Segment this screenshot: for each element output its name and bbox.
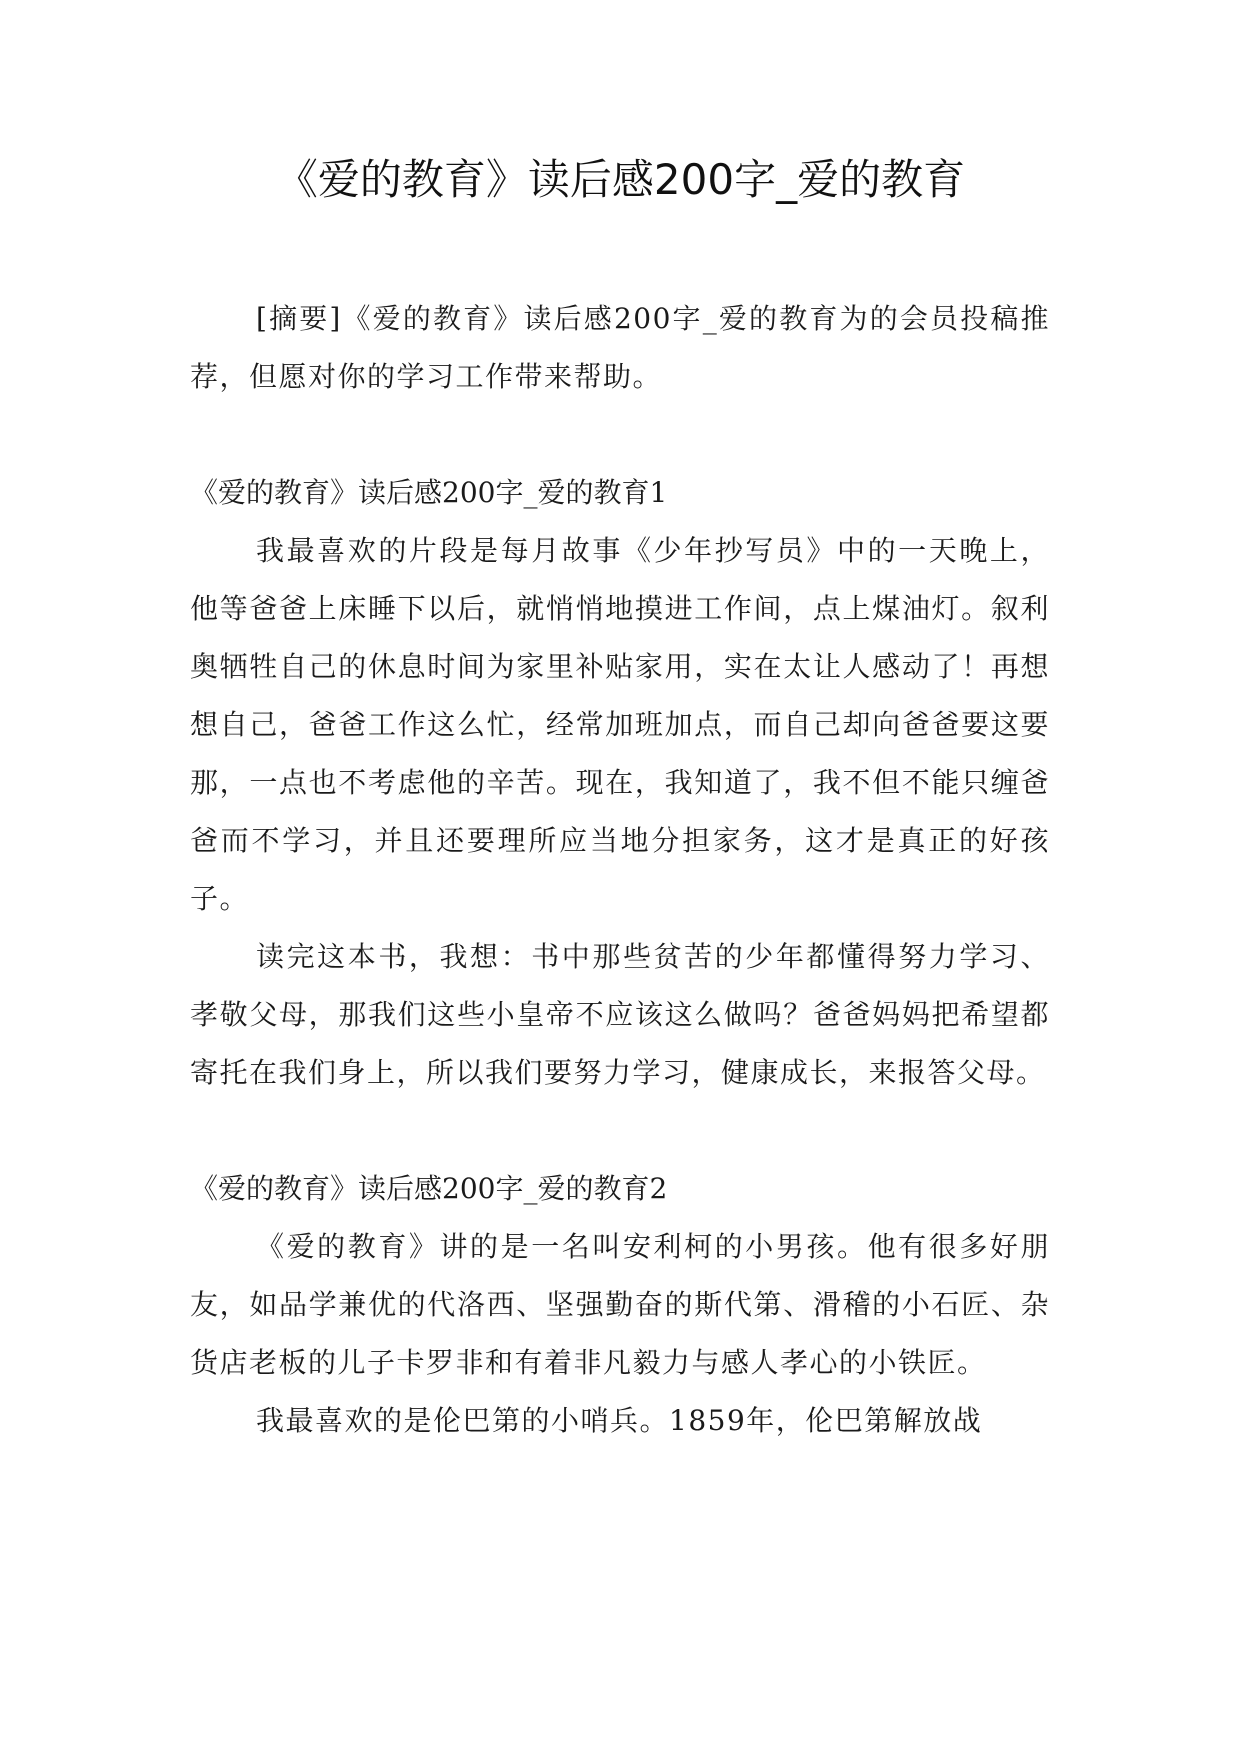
summary-paragraph: [摘要]《爱的教育》读后感200字_爱的教育为的会员投稿推荐，但愿对你的学习工作带来帮助。 xyxy=(190,302,1050,393)
document-title: 《爱的教育》读后感200字_爱的教育 xyxy=(275,155,966,204)
section-heading: 《爱的教育》读后感200字_爱的教育2 xyxy=(190,1172,668,1205)
body-paragraph: 《爱的教育》讲的是一名叫安利柯的小男孩。他有很多好朋友，如品学兼优的代洛西、坚强勤奋的斯代第、滑稽的小石匠、杂货店老板的儿子卡罗非和有着非凡毅力与感人孝心的小铁匠。 xyxy=(190,1230,1050,1379)
body-paragraph: 我最喜欢的片段是每月故事《少年抄写员》中的一天晚上，他等爸爸上床睡下以后，就悄悄地摸进工作间，点上煤油灯。叙利奥牺牲自己的休息时间为家里补贴家用，实在太让人感动了！再想想自己，爸爸工作这么忙，经常加班加点，而自己却向爸爸要这要那，一点也不考虑他的辛苦。现在，我知道了，我不但不能只缠爸爸而不学习，并且还要理所应当地分担家务，这才是真正的好孩子。 xyxy=(190,534,1050,915)
section-spacer xyxy=(190,1102,1050,1160)
section-2 xyxy=(190,1160,1050,1450)
body-paragraph: 读完这本书，我想：书中那些贫苦的少年都懂得努力学习、孝敬父母，那我们这些小皇帝不应该这么做吗？爸爸妈妈把希望都寄托在我们身上，所以我们要努力学习，健康成长，来报答父母。 xyxy=(190,940,1050,1089)
document-body xyxy=(190,290,1050,1450)
body-paragraph: 我最喜欢的是伦巴第的小哨兵。1859年，伦巴第解放战 xyxy=(256,1404,983,1437)
section-1 xyxy=(190,464,1050,1102)
section-heading: 《爱的教育》读后感200字_爱的教育1 xyxy=(190,476,668,509)
